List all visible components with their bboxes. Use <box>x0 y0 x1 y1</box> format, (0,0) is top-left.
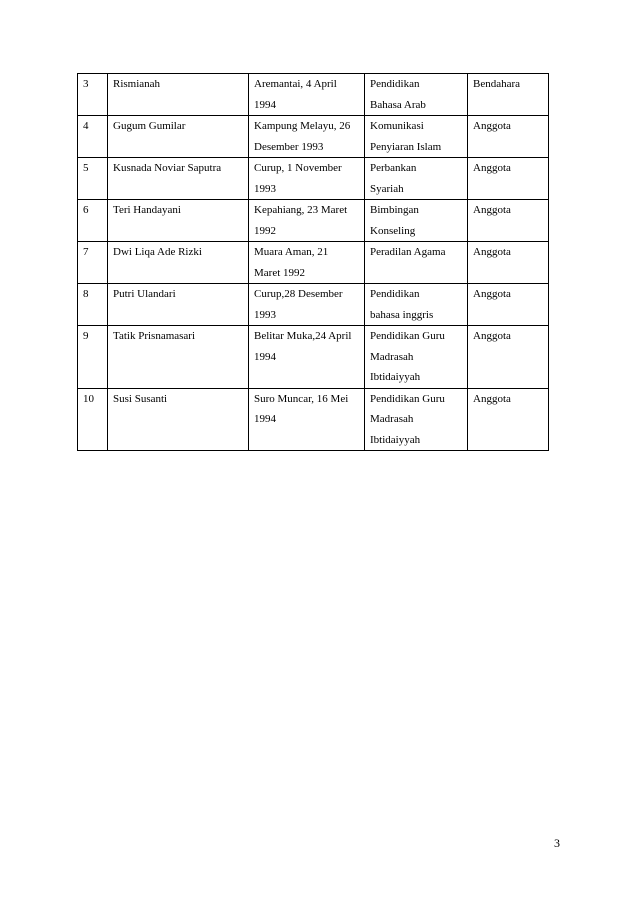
cell-jabatan: Bendahara <box>468 74 549 116</box>
cell-ttl: Muara Aman, 21 Maret 1992 <box>249 242 365 284</box>
cell-no: 7 <box>78 242 108 284</box>
cell-ttl: Aremantai, 4 April 1994 <box>249 74 365 116</box>
cell-nama: Susi Susanti <box>108 388 249 451</box>
cell-jabatan: Anggota <box>468 158 549 200</box>
cell-ttl: Curup,28 Desember 1993 <box>249 284 365 326</box>
table-row <box>78 242 549 284</box>
cell-jabatan: Anggota <box>468 116 549 158</box>
cell-ttl: Curup, 1 November 1993 <box>249 158 365 200</box>
cell-prodi: Komunikasi Penyiaran Islam <box>365 116 468 158</box>
cell-jabatan: Anggota <box>468 284 549 326</box>
cell-jabatan: Anggota <box>468 200 549 242</box>
cell-jabatan: Anggota <box>468 242 549 284</box>
table-row <box>78 116 549 158</box>
cell-nama: Kusnada Noviar Saputra <box>108 158 249 200</box>
cell-ttl: Suro Muncar, 16 Mei 1994 <box>249 388 365 451</box>
table-row <box>78 74 549 116</box>
table-row <box>78 388 549 451</box>
cell-prodi: Pendidikan Guru Madrasah Ibtidaiyyah <box>365 388 468 451</box>
cell-jabatan: Anggota <box>468 388 549 451</box>
cell-no: 3 <box>78 74 108 116</box>
cell-nama: Gugum Gumilar <box>108 116 249 158</box>
cell-no: 5 <box>78 158 108 200</box>
cell-prodi: Bimbingan Konseling <box>365 200 468 242</box>
page-number: 3 <box>554 836 560 850</box>
member-table <box>77 73 549 451</box>
cell-no: 8 <box>78 284 108 326</box>
cell-jabatan: Anggota <box>468 326 549 389</box>
cell-no: 10 <box>78 388 108 451</box>
cell-no: 6 <box>78 200 108 242</box>
table-row <box>78 158 549 200</box>
table-row <box>78 326 549 389</box>
cell-nama: Rismianah <box>108 74 249 116</box>
cell-prodi: Pendidikan Bahasa Arab <box>365 74 468 116</box>
cell-nama: Putri Ulandari <box>108 284 249 326</box>
cell-nama: Tatik Prisnamasari <box>108 326 249 389</box>
cell-prodi: Peradilan Agama <box>365 242 468 284</box>
cell-nama: Dwi Liqa Ade Rizki <box>108 242 249 284</box>
cell-nama: Teri Handayani <box>108 200 249 242</box>
cell-prodi: Perbankan Syariah <box>365 158 468 200</box>
table-row <box>78 284 549 326</box>
cell-ttl: Kampung Melayu, 26 Desember 1993 <box>249 116 365 158</box>
cell-no: 4 <box>78 116 108 158</box>
cell-prodi: Pendidikan bahasa inggris <box>365 284 468 326</box>
cell-ttl: Belitar Muka,24 April 1994 <box>249 326 365 389</box>
cell-no: 9 <box>78 326 108 389</box>
table-row <box>78 200 549 242</box>
cell-prodi: Pendidikan Guru Madrasah Ibtidaiyyah <box>365 326 468 389</box>
cell-ttl: Kepahiang, 23 Maret 1992 <box>249 200 365 242</box>
